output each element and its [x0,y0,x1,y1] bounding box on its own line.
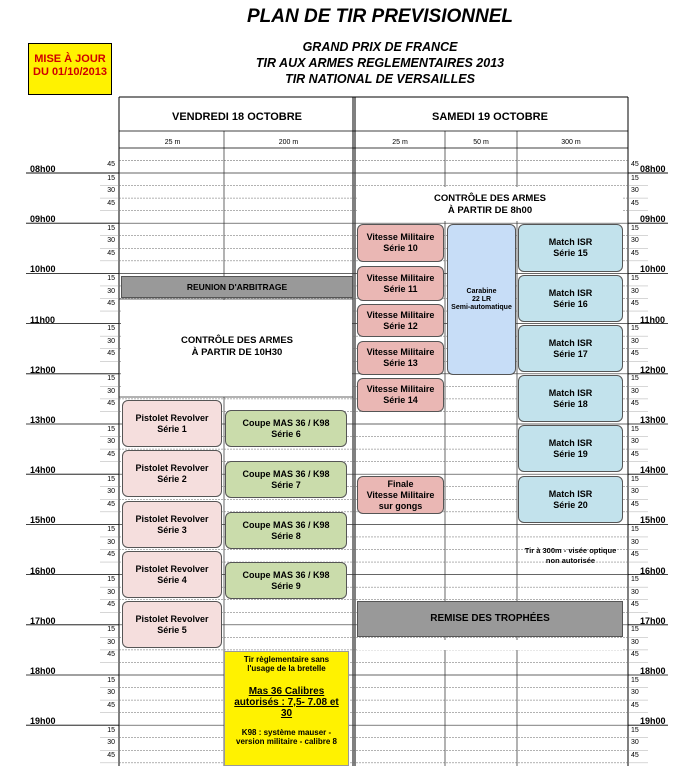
subtitle-3: TIR NATIONAL DE VERSAILLES [285,72,475,86]
minute-label: 30 [107,438,115,446]
minute-label: 45 [631,500,639,508]
hour-label-left: 18h00 [30,666,56,676]
minute-label: 45 [631,751,639,759]
hour-label-left: 10h00 [30,264,56,275]
blank-area [357,640,623,650]
note-line-1: Tir règlementaire sans [243,655,330,664]
remise-trophees: REMISE DES TROPHÉES [357,601,623,637]
event-isr-serie-16-title: Match ISR [548,287,593,298]
minute-label: 15 [631,676,639,684]
event-isr-serie-19 [518,425,623,472]
minute-label: 45 [631,601,639,609]
event-pistolet-serie-2-serie: Série 2 [157,473,187,484]
minute-label: 45 [631,350,639,358]
event-pistolet-serie-4 [122,551,222,598]
minute-label: 45 [631,249,639,257]
event-vitesse-serie-11-title: Vitesse Militaire [366,272,435,283]
minute-label: 15 [107,726,115,734]
minute-label: 15 [631,425,639,433]
col-header-sat-25m: 25 m [392,139,408,146]
minute-label: 45 [107,601,115,609]
event-pistolet-serie-4-serie: Série 4 [157,574,187,585]
minute-label: 15 [107,375,115,383]
event-vitesse-serie-11 [357,266,444,301]
hour-label-left: 13h00 [30,415,56,425]
day-header-saturday: SAMEDI 19 OCTOBRE [432,111,548,123]
hour-label-right: 15h00 [640,515,666,526]
minute-label: 15 [631,626,639,634]
minute-label: 45 [631,400,639,408]
event-vitesse-serie-14 [357,378,444,412]
event-vitesse-serie-13-title: Vitesse Militaire [366,347,435,357]
event-vitesse-serie-12 [357,304,444,337]
minute-label: 45 [107,400,115,408]
hour-label-right: 18h00 [640,666,666,676]
carabine-line3: Semi-automatique [451,303,512,311]
event-pistolet-serie-4-title: Pistolet Revolver [135,563,209,574]
minute-label: 15 [107,174,115,182]
minute-label: 30 [631,438,639,446]
minute-label: 45 [631,701,639,709]
minute-label: 15 [631,525,639,533]
minute-label: 45 [107,551,115,559]
minute-label: 15 [631,475,639,483]
hour-label-left: 15h00 [30,515,56,526]
note-line-4: autorisés : 7,5- 7.08 et [234,697,339,708]
note-300m [518,546,623,566]
minute-label: 30 [631,538,639,546]
event-vitesse-serie-11-serie: Série 11 [383,283,418,294]
event-isr-serie-18-title: Match ISR [548,387,593,398]
minute-label: 30 [631,689,639,697]
minute-label: 45 [631,450,639,458]
event-mas-serie-7-serie: Série 7 [271,479,301,490]
minute-label: 45 [631,651,639,659]
event-isr-serie-17 [518,325,623,372]
minute-label: 30 [631,187,639,195]
reunion-arbitrage: REUNION D'ARBITRAGE [121,276,353,298]
hour-label-left: 11h00 [30,314,56,325]
event-vitesse-serie-12-title: Vitesse Militaire [366,309,435,320]
controle-friday-line2: À PARTIR DE 10H30 [191,347,283,358]
event-pistolet-serie-1-serie: Série 1 [157,423,187,434]
page-title: PLAN DE TIR PREVISIONNEL [246,6,514,27]
minute-label: 30 [631,739,639,747]
event-isr-serie-15 [518,224,623,272]
event-mas-serie-9-title: Coupe MAS 36 / K98 [242,569,330,580]
event-pistolet-serie-5-title: Pistolet Revolver [135,613,209,624]
minute-label: 45 [631,199,639,207]
hour-label-left: 16h00 [30,565,56,576]
minute-label: 45 [107,161,115,168]
controle-saturday-line1: CONTRÔLE DES ARMES [433,193,547,204]
event-mas-serie-8 [225,512,347,549]
event-carabine-22lr [447,224,516,375]
minute-label: 45 [631,551,639,559]
event-isr-serie-17-serie: Série 17 [553,348,588,359]
minute-label: 30 [631,488,639,496]
event-finale-vitesse [357,476,444,514]
hour-label-right: 10h00 [640,264,666,275]
event-isr-serie-15-serie: Série 15 [553,248,588,258]
event-mas-serie-9 [225,562,347,599]
event-pistolet-serie-3-title: Pistolet Revolver [135,513,209,524]
event-mas-serie-6-title: Coupe MAS 36 / K98 [242,417,330,428]
minute-label: 30 [107,337,115,345]
minute-label: 15 [107,525,115,533]
hour-label-left: 08h00 [30,164,56,174]
col-header-sat-300m: 300 m [561,139,581,146]
event-mas-serie-6 [225,410,347,447]
minute-label: 15 [631,325,639,333]
hour-label-left: 14h00 [30,465,56,476]
event-pistolet-serie-5 [122,601,222,648]
minute-label: 45 [107,651,115,659]
minute-label: 30 [107,387,115,395]
hour-label-right: 09h00 [640,214,666,225]
note-300m-line1: Tir à 300m - visée optique [524,546,617,555]
mas-rules-note [224,651,349,766]
subtitle-2: TIR AUX ARMES REGLEMENTAIRES 2013 [255,56,505,70]
minute-label: 30 [107,187,115,195]
col-header-sat-50m: 50 m [473,139,489,146]
event-pistolet-serie-5-serie: Série 5 [157,624,187,635]
event-vitesse-serie-10-serie: Série 10 [383,243,418,253]
minute-label: 15 [107,576,115,584]
minute-label: 45 [631,161,639,168]
event-vitesse-serie-13-serie: Série 13 [383,358,418,368]
event-isr-serie-17-title: Match ISR [548,337,593,348]
hour-label-right: 14h00 [640,465,666,476]
minute-label: 30 [107,287,115,295]
minute-label: 45 [107,450,115,458]
minute-label: 30 [631,638,639,646]
note-300m-line2: non autorisée [545,556,596,565]
minute-label: 30 [631,337,639,345]
finale-line1: Finale [387,478,414,489]
hour-label-left: 09h00 [30,214,56,225]
event-mas-serie-8-title: Coupe MAS 36 / K98 [242,519,330,530]
event-vitesse-serie-14-serie: Série 14 [383,395,418,405]
event-mas-serie-7 [225,461,347,498]
event-vitesse-serie-10 [357,224,444,262]
minute-label: 45 [107,199,115,207]
minute-label: 30 [107,538,115,546]
event-mas-serie-9-serie: Série 9 [271,580,301,591]
event-mas-serie-7-title: Coupe MAS 36 / K98 [242,468,330,479]
minute-label: 30 [107,237,115,245]
controle-friday-line1: CONTRÔLE DES ARMES [180,335,294,346]
event-pistolet-serie-2-title: Pistolet Revolver [135,462,209,473]
event-isr-serie-20-title: Match ISR [548,488,593,499]
subtitle-1: GRAND PRIX DE FRANCE [302,40,458,54]
minute-label: 45 [107,350,115,358]
minute-label: 30 [107,689,115,697]
hour-label-left: 12h00 [30,364,56,375]
minute-label: 30 [107,488,115,496]
event-pistolet-serie-1 [122,400,222,447]
note-line-7: version militaire - calibre 8 [236,737,337,746]
minute-label: 15 [107,224,115,232]
minute-label: 30 [107,588,115,596]
event-isr-serie-16-serie: Série 16 [553,298,588,309]
minute-label: 15 [631,726,639,734]
minute-label: 45 [107,701,115,709]
event-isr-serie-18 [518,375,623,422]
minute-label: 30 [107,638,115,646]
minute-label: 15 [631,576,639,584]
hour-label-right: 17h00 [640,615,666,626]
finale-line3: sur gongs [378,500,423,511]
hour-label-right: 16h00 [640,565,666,576]
minute-label: 15 [631,274,639,282]
hour-label-right: 13h00 [640,415,666,425]
hour-label-left: 19h00 [30,716,56,727]
hour-label-right: 08h00 [640,164,666,174]
update-badge-line2: DU 01/10/2013 [33,66,107,78]
event-isr-serie-19-serie: Série 19 [553,448,588,459]
minute-label: 30 [631,588,639,596]
event-isr-serie-19-title: Match ISR [548,437,593,448]
minute-label: 45 [107,751,115,759]
update-badge-line1: MISE À JOUR [34,53,106,65]
minute-label: 30 [631,287,639,295]
event-pistolet-serie-3 [122,501,222,548]
hour-label-right: 11h00 [640,314,666,325]
carabine-line1: Carabine [466,287,497,295]
minute-label: 30 [631,387,639,395]
note-line-5: 30 [280,708,293,719]
event-pistolet-serie-1-title: Pistolet Revolver [135,412,209,423]
minute-label: 15 [107,274,115,282]
minute-label: 15 [107,325,115,333]
minute-label: 45 [107,300,115,308]
minute-label: 15 [631,224,639,232]
minute-label: 45 [107,500,115,508]
col-header-fri-25m: 25 m [164,139,181,146]
finale-line2: Vitesse Militaire [366,489,435,500]
minute-label: 45 [107,249,115,257]
hour-label-right: 19h00 [640,716,666,727]
minute-label: 15 [107,676,115,684]
event-isr-serie-15-title: Match ISR [548,237,593,247]
minute-label: 30 [631,237,639,245]
event-vitesse-serie-10-title: Vitesse Militaire [366,232,435,242]
event-pistolet-serie-3-serie: Série 3 [157,524,187,535]
event-isr-serie-16 [518,275,623,322]
controle-armes-friday [121,335,353,359]
carabine-line2: 22 LR [471,295,492,303]
col-header-fri-200m: 200 m [278,139,299,146]
controle-armes-saturday [400,193,580,217]
event-pistolet-serie-2 [122,450,222,497]
note-line-6: K98 : système mauser - [241,728,332,737]
event-isr-serie-20 [518,476,623,523]
day-header-friday: VENDREDI 18 OCTOBRE [172,111,302,123]
hour-label-left: 17h00 [30,615,56,626]
event-vitesse-serie-14-title: Vitesse Militaire [366,384,435,394]
minute-label: 15 [107,475,115,483]
event-vitesse-serie-12-serie: Série 12 [383,320,418,331]
minute-label: 15 [631,174,639,182]
note-line-2: l'usage de la bretelle [247,664,326,673]
minute-label: 15 [631,375,639,383]
event-vitesse-serie-13 [357,341,444,375]
event-isr-serie-20-serie: Série 20 [553,499,588,510]
note-line-3: Mas 36 Calibres [248,686,325,697]
event-mas-serie-8-serie: Série 8 [271,530,301,541]
hour-label-right: 12h00 [640,364,666,375]
event-mas-serie-6-serie: Série 6 [271,428,301,439]
controle-saturday-line2: À PARTIR DE 8h00 [447,205,533,216]
minute-label: 15 [107,626,115,634]
event-isr-serie-18-serie: Série 18 [553,398,588,409]
minute-label: 45 [631,300,639,308]
minute-label: 15 [107,425,115,433]
minute-label: 30 [107,739,115,747]
